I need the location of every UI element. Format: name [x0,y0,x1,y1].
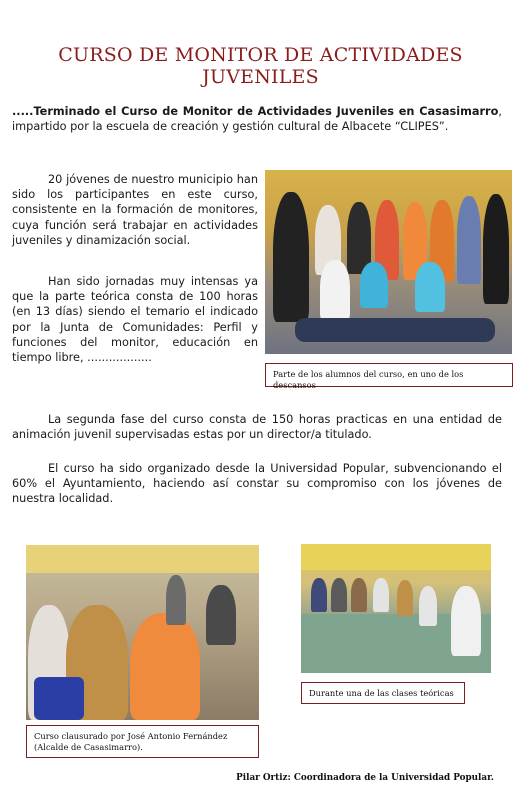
theory-paragraph: Han sido jornadas muy intensas ya que la parte teórica consta de 100 horas (en 13 días) siendo el temario el indicado por la Junta de Comunidades: Perfil y funciones del monitor, educación en tiempo libre, .................. [12,275,258,365]
signature: Pilar Ortiz: Coordinadora de la Universidad Popular. [236,773,494,783]
group-photo-caption: Parte de los alumnos del curso, en uno de los descansos [265,363,513,387]
participants-paragraph: 20 jóvenes de nuestro municipio han sido los participantes en este curso, consistente en la formación de monitores, cuya función será trabajar en actividades juveniles y dinamización social. [12,173,258,247]
intro-rest: , impartido por la escuela de creación y gestión cultural de Albacete “CLIPES”. [12,105,502,134]
intro-lead: .....Terminado el Curso de Monitor de Actividades Juveniles en Casasimarro [12,105,499,118]
group-photo [265,170,512,354]
organization-paragraph: El curso ha sido organizado desde la Universidad Popular, subvencionando el 60% el Ayuntamiento, haciendo así constar su compromiso con los jóvenes de nuestra localidad. [12,462,502,506]
closing-photo-caption: Curso clausurado por José Antonio Fernández (Alcalde de Casasimarro). [26,725,259,758]
class-photo-caption: Durante una de las clases teóricas [301,682,465,704]
intro-paragraph [12,104,502,134]
practice-paragraph: La segunda fase del curso consta de 150 horas practicas en una entidad de animación juvenil supervisadas estas por un director/a titulado. [12,413,502,442]
class-photo [301,544,491,673]
closing-photo [26,545,259,720]
page-title: CURSO DE MONITOR DE ACTIVIDADES JUVENILES [58,44,463,88]
